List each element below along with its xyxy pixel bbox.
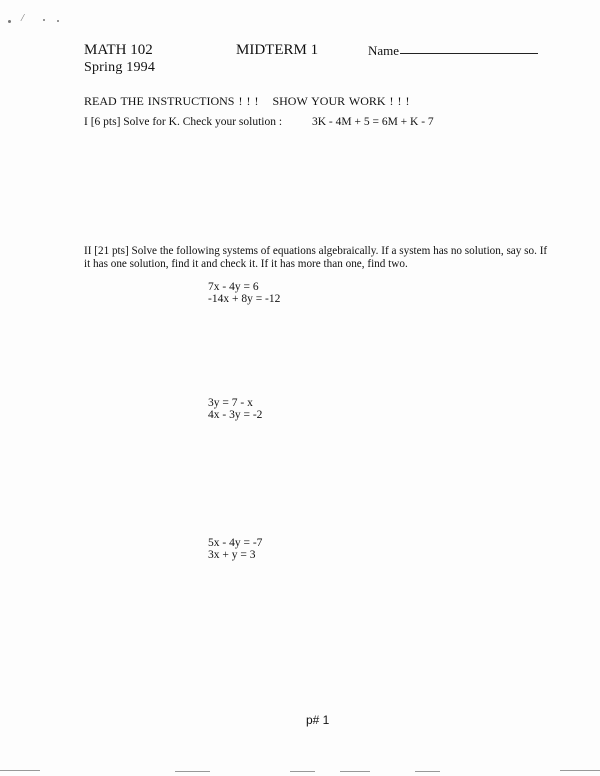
term-label: Spring 1994: [84, 60, 156, 75]
question-1-prompt: I [6 pts] Solve for K. Check your solution :: [84, 116, 283, 128]
system-3-equation-2: 3x + y = 3: [208, 548, 256, 561]
system-1-equation-1: 7x - 4y = 6: [208, 281, 259, 293]
scan-edge-mark: [290, 771, 315, 772]
equation-system-3: [208, 538, 262, 561]
scan-speck: [43, 19, 45, 21]
system-2-equation-1: 3y = 7 - x: [208, 397, 253, 409]
scan-edge-mark: [415, 771, 440, 772]
system-2-equation-2: 4x - 3y = -2: [208, 408, 263, 421]
name-label: Name: [368, 43, 400, 58]
scan-edge-mark: [340, 771, 370, 772]
system-3-equation-1: 5x - 4y = -7: [208, 537, 263, 549]
page-number: p# 1: [306, 713, 330, 727]
scan-edge-mark: [560, 770, 600, 771]
equation-system-1: [208, 282, 280, 305]
scan-speck: [57, 20, 59, 22]
course-title: MATH 102: [84, 42, 153, 58]
scan-mark-slash: /: [21, 12, 25, 24]
system-1-equation-2: -14x + 8y = -12: [208, 292, 281, 305]
read-instructions-text: READ THE INSTRUCTIONS ! ! !: [84, 94, 259, 108]
instructions-line: [84, 94, 410, 109]
scan-edge-mark: [175, 771, 210, 772]
scan-speck: [8, 20, 11, 23]
question-1-equation: 3K - 4M + 5 = 6M + K - 7: [312, 116, 434, 128]
exam-title: MIDTERM 1: [236, 42, 319, 58]
name-blank-line[interactable]: [400, 53, 538, 54]
equation-system-2: [208, 398, 262, 421]
show-work-text: SHOW YOUR WORK ! ! !: [272, 94, 410, 108]
scan-edge-mark: [0, 770, 40, 771]
question-2-prompt: II [21 pts] Solve the following systems of equations algebraically. If a system has no solution, say so. If it has one solution, find it and check it. If it has more than one, find two.: [84, 245, 548, 270]
